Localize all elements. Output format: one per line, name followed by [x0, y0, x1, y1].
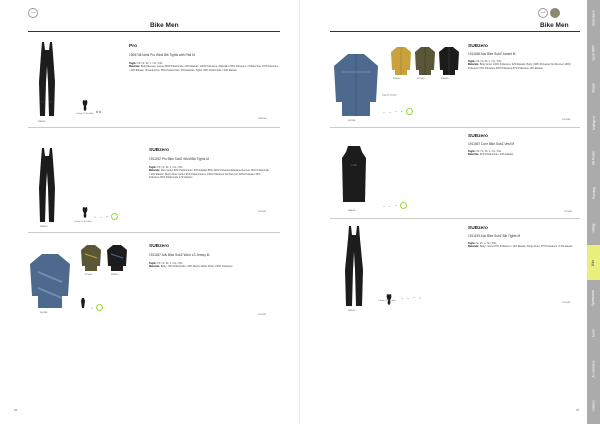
cold-icon: * [401, 109, 403, 114]
spec-label: Taglie: [129, 62, 137, 65]
feature-icons [382, 202, 407, 209]
product-spec [149, 262, 269, 269]
feature-icons [382, 108, 413, 115]
cold-icon: * [106, 214, 108, 219]
tab-ski-nordic[interactable] [587, 140, 600, 176]
spec-label: Taglie: [149, 262, 157, 265]
certification-icon [96, 304, 103, 311]
tab-label: Hiking [591, 223, 596, 232]
tab-hiking[interactable] [587, 210, 600, 246]
section-divider [330, 127, 580, 128]
page-title: Bike Men [540, 22, 569, 29]
product-ref: 1911657 [564, 211, 573, 213]
ventair-mark: VENTAIR [382, 93, 397, 97]
product-title: SUBzero [149, 148, 169, 153]
vest-image [340, 144, 368, 211]
left-page [0, 0, 300, 424]
product-spec [468, 60, 576, 70]
tab-label: Junior [591, 328, 596, 337]
svg-text:craft: craft [351, 163, 357, 167]
bib-tights-image [38, 42, 56, 123]
fit-icon [80, 295, 86, 313]
spec-label: Materiale: [129, 65, 141, 69]
spec-label: Materiale: [468, 245, 480, 249]
tab-label: Accessories [591, 359, 596, 378]
header-rule [28, 31, 280, 32]
spec-value: XS / S / M / L / XL / XXL [476, 60, 502, 63]
cycling-icon: • [383, 109, 385, 114]
page-number: 57 [576, 408, 580, 412]
spec-value: Dtex Vortex 80% Poliammide / 20% Elastan 85%-100% Poliestere/Elastane Recover 90% Poliammide / 10% Elastan. Body winter Vortex 93% Poliammide in 100% Poliestere Nel Recover 100% Poliester 15% Poliestere 80% Poliammide 17% Elastan [149, 169, 270, 179]
color-code: 999000 [111, 274, 119, 276]
craft-logo: craft [538, 8, 548, 18]
color-code: 999000 [38, 121, 46, 123]
right-page [300, 0, 600, 424]
cycling-icon: • [94, 214, 96, 219]
tab-label: Sport RRR [591, 44, 596, 61]
jacket-black-image [438, 46, 460, 81]
spec-value: Body/Sleeves: tessuto 80% Poliammide / 20% Elastan, 100% Poliestere. Material in 65% Poliestere / Poliammide, 87% Poliestere / 13% Elastan. Shoulder/Arm: 85% Poliammide / 15% Elastan; Tights: 90% Poliammide / 10% Elastan [129, 65, 279, 72]
spec-label: Materiale: [468, 153, 480, 157]
jacket-olive-image [414, 46, 436, 81]
product-spec [468, 242, 576, 249]
product-title: Pro [129, 44, 137, 49]
wind-icon: ~ [389, 109, 391, 114]
product-ref: 1906748 [258, 118, 267, 120]
color-code: 362396 [348, 120, 356, 122]
product-subtitle: 1911193 Adv Bike SubZ Bib Tights M [468, 234, 521, 238]
wind-icon: ~ [407, 296, 409, 300]
product-subtitle: 1906748 Ideal Pro Wind Bib Tights with Pad M [129, 53, 195, 57]
tab-endurance[interactable] [587, 0, 600, 36]
cold-icon: * [395, 203, 397, 208]
spec-value: Body winter 100% Poliestere; 92% Elastan. Body: 100% Polyester Nel Recover 100% Poliestere 15% Poliestere 85% Poliestere 87% Poliestere 13% Elastan [468, 63, 571, 70]
spec-value: 87% Poliammide / 13% Elastan [479, 153, 514, 157]
spec-value: XS / S / M / L / XL / XXL [157, 262, 183, 265]
product-ref: 1911187 [258, 314, 267, 316]
spec-label: Taglie: [468, 150, 476, 153]
tab-label: Ski Nordic [591, 150, 596, 165]
tab-accessories[interactable] [587, 350, 600, 388]
tab-sportswear[interactable] [587, 280, 600, 316]
product-title: SUBzero [468, 134, 488, 139]
tab-label: Bike [591, 259, 596, 266]
cycling-icon [96, 100, 101, 118]
product-subtitle: 1911657 Core Bike SubZ Vest M [468, 142, 515, 146]
wind-icon: ~ [389, 203, 391, 208]
product-title: SUBzero [149, 244, 169, 249]
spec-value: S / M / L / XL / XXL [476, 242, 497, 245]
craft-logo-dark [550, 8, 560, 18]
jersey-blue-image [28, 252, 72, 315]
product-spec [149, 166, 269, 179]
product-subtitle: 1911192 Pro Bike SubZ Wind Bib Tights M [149, 157, 209, 161]
spec-value: Body: cotone 87% Poliestere / 13% Elastan. Body winter: 87% Poliestere / 13% Elastan [479, 245, 573, 249]
tab-label: Sportswear [591, 289, 596, 306]
spec-label: Taglie: [149, 166, 157, 169]
product-ref: 1911192 [258, 211, 267, 213]
tab-label: Running [591, 186, 596, 199]
color-code: 999000 [348, 210, 356, 212]
product-ref: 1911193 [562, 302, 571, 304]
wind-icon: ~ [100, 214, 102, 219]
jersey-olive-image [80, 244, 102, 277]
spec-value: XS / S / M / L / XL / XXL [137, 62, 163, 65]
category-tabs [587, 0, 600, 424]
tab-running[interactable] [587, 175, 600, 211]
tab-label: Endurance [591, 9, 596, 26]
cycling-icon: • [383, 203, 385, 208]
jacket-yellow-image [390, 46, 412, 81]
water-icon: ° [395, 109, 397, 114]
jersey-black-image [106, 244, 128, 277]
bib-tights-image [38, 148, 56, 229]
color-code: 999000 [441, 78, 449, 80]
tab-sport-rrr[interactable] [587, 35, 600, 71]
tab-strada[interactable] [587, 70, 600, 106]
feature-icons [400, 296, 422, 300]
cycling-icon: • [91, 305, 93, 310]
product-title: SUBzero [468, 226, 488, 231]
certification-icon [111, 213, 118, 220]
feature-icons [93, 213, 118, 220]
cold-icon: * [413, 296, 415, 300]
certification-icon [406, 108, 413, 115]
product-ref: 1911188 [562, 119, 571, 121]
pad-label: Infinity 2.0 Pad Men [378, 300, 396, 302]
spec-label: Materiale: [149, 265, 161, 269]
product-spec [129, 62, 279, 72]
page-title: Bike Men [150, 22, 179, 29]
jacket-blue-image [332, 52, 380, 123]
craft-logo: craft [28, 8, 38, 18]
page-number: 56 [14, 408, 18, 412]
spec-value: XS / S / M / L / XL / XXL [476, 150, 502, 153]
color-code: 362396 [40, 312, 48, 314]
color-code: 999000 [40, 226, 48, 228]
section-divider [28, 127, 280, 128]
spec-label: Taglie: [468, 242, 476, 245]
section-divider [28, 232, 280, 233]
header-rule [330, 31, 580, 32]
tab-junior[interactable] [587, 315, 600, 351]
feature-icons [90, 304, 103, 311]
tab-label: Strada [591, 82, 596, 93]
spec-label: Taglie: [468, 60, 476, 63]
section-divider [330, 218, 580, 219]
tab-label: Underw [591, 400, 596, 411]
tab-label: Multisport [591, 115, 596, 130]
tab-underwear[interactable] [587, 387, 600, 425]
product-title: SUBzero [468, 44, 488, 49]
product-subtitle: 1911187 Adv Bike SubZ Wool LS Jersey M [149, 253, 210, 257]
product-subtitle: 1911188 Adv Bike SubZ Jacket M [468, 52, 516, 56]
reflective-icon: ▪ [419, 296, 421, 300]
pad-label: Infinity 2.0 Pad Men [76, 113, 94, 115]
product-spec [468, 150, 576, 157]
bib-tights-image [344, 226, 364, 313]
color-code: 671000 [417, 78, 425, 80]
color-code: 600000 [393, 78, 401, 80]
spec-label: Materiale: [468, 63, 480, 67]
spec-value: Body: 70% Poliammide / 30% Merino Wolle, Body: 100% Poliestere [160, 265, 233, 269]
color-code: 671000 [85, 274, 93, 276]
cycling-icon: • [401, 296, 403, 300]
certification-icon [400, 202, 407, 209]
spec-label: Materiale: [149, 169, 161, 173]
tab-multisport[interactable] [587, 105, 600, 141]
spec-value: XS / S / M / L / XL / XXL [157, 166, 183, 169]
pad-label: Infinity 2.0 Pad Men [74, 221, 92, 223]
color-code: 999000 [348, 310, 356, 312]
tab-bike[interactable] [587, 245, 600, 281]
